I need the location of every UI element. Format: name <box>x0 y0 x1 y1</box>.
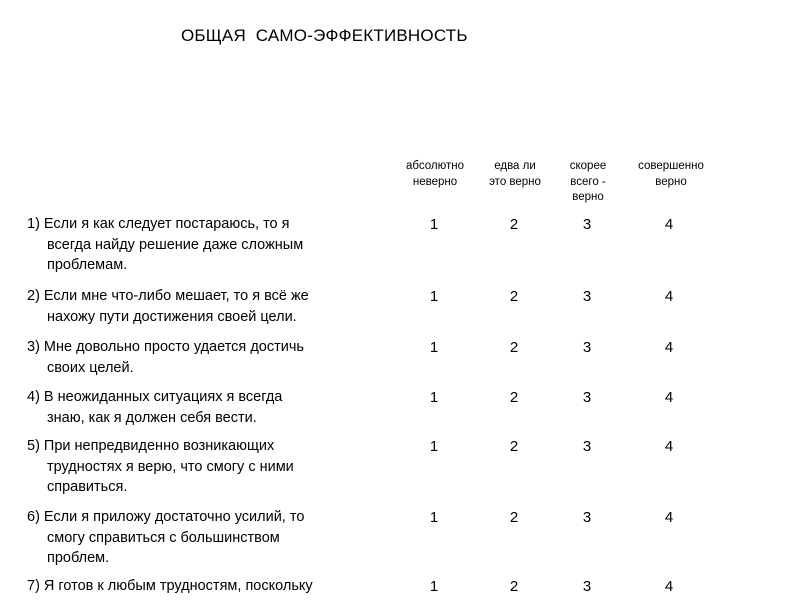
column-header-line: всего - <box>570 175 606 188</box>
column-header-rather-true <box>543 159 633 206</box>
item-6-rating-1[interactable]: 1 <box>429 509 439 526</box>
item-5-rating-2[interactable]: 2 <box>509 438 519 455</box>
item-6-text <box>27 507 407 569</box>
column-header-line: неверно <box>412 175 458 188</box>
item-7-rating-1[interactable]: 1 <box>429 578 439 595</box>
item-1-rating-4[interactable]: 4 <box>664 216 674 233</box>
item-line: 7) Я готов к любым трудностям, поскольку <box>27 578 313 594</box>
item-1-rating-3[interactable]: 3 <box>582 216 592 233</box>
item-1-rating-1[interactable]: 1 <box>429 216 439 233</box>
item-2-rating-3[interactable]: 3 <box>582 288 592 305</box>
item-5-rating-3[interactable]: 3 <box>582 438 592 455</box>
item-3-text <box>27 337 407 378</box>
item-line: нахожу пути достижения своей цели. <box>47 308 297 325</box>
item-3-rating-1[interactable]: 1 <box>429 339 439 356</box>
item-7-rating-2[interactable]: 2 <box>509 578 519 595</box>
item-7-text <box>27 576 407 597</box>
item-4-rating-1[interactable]: 1 <box>429 389 439 406</box>
item-line: знаю, как я должен себя вести. <box>47 409 257 426</box>
item-4-text <box>27 387 407 428</box>
item-line: смогу справиться с большинством <box>47 529 280 546</box>
page-title: ОБЩАЯ САМО-ЭФФЕКТИВНОСТЬ <box>181 26 468 45</box>
item-1-rating-2[interactable]: 2 <box>509 216 519 233</box>
item-line: справиться. <box>47 479 128 495</box>
item-1-text <box>27 214 407 276</box>
item-4-rating-3[interactable]: 3 <box>582 389 592 406</box>
item-4-rating-2[interactable]: 2 <box>509 389 519 406</box>
item-line: 3) Мне довольно просто удается достичь <box>27 339 304 355</box>
item-2-rating-1[interactable]: 1 <box>429 288 439 305</box>
item-6-rating-3[interactable]: 3 <box>582 509 592 526</box>
column-header-line: верно <box>655 175 687 188</box>
item-5-text <box>27 436 407 498</box>
column-header-line: это верно <box>489 175 541 188</box>
column-header-absolutely-false <box>390 159 480 190</box>
item-6-rating-4[interactable]: 4 <box>664 509 674 526</box>
item-5-rating-4[interactable]: 4 <box>664 438 674 455</box>
item-3-rating-3[interactable]: 3 <box>582 339 592 356</box>
item-line: проблем. <box>47 550 110 566</box>
item-line: 4) В неожиданных ситуациях я всегда <box>27 389 283 405</box>
item-3-rating-2[interactable]: 2 <box>509 339 519 356</box>
item-line: трудностях я верю, что смогу с ними <box>47 458 294 475</box>
item-line: 5) При непредвиденно возникающих <box>27 438 275 454</box>
item-3-rating-4[interactable]: 4 <box>664 339 674 356</box>
item-7-rating-3[interactable]: 3 <box>582 578 592 595</box>
item-4-rating-4[interactable]: 4 <box>664 389 674 406</box>
column-header-completely-true <box>626 159 716 190</box>
column-header-line: совершенно <box>638 160 704 172</box>
item-2-rating-2[interactable]: 2 <box>509 288 519 305</box>
item-2-text <box>27 286 407 327</box>
column-header-line: едва ли <box>494 160 536 172</box>
item-5-rating-1[interactable]: 1 <box>429 438 439 455</box>
column-header-line: верно <box>572 191 604 203</box>
column-header-line: скорее <box>569 160 607 172</box>
item-line: проблемам. <box>47 257 128 273</box>
item-line: всегда найду решение даже сложным <box>47 236 304 253</box>
item-line: 1) Если я как следует постараюсь, то я <box>27 216 290 232</box>
item-6-rating-2[interactable]: 2 <box>509 509 519 526</box>
item-7-rating-4[interactable]: 4 <box>664 578 674 595</box>
item-line: 2) Если мне что-либо мешает, то я всё же <box>27 288 309 304</box>
item-line: своих целей. <box>47 359 134 376</box>
item-line: 6) Если я приложу достаточно усилий, то <box>27 509 305 525</box>
item-2-rating-4[interactable]: 4 <box>664 288 674 305</box>
column-header-line: абсолютно <box>406 160 464 172</box>
